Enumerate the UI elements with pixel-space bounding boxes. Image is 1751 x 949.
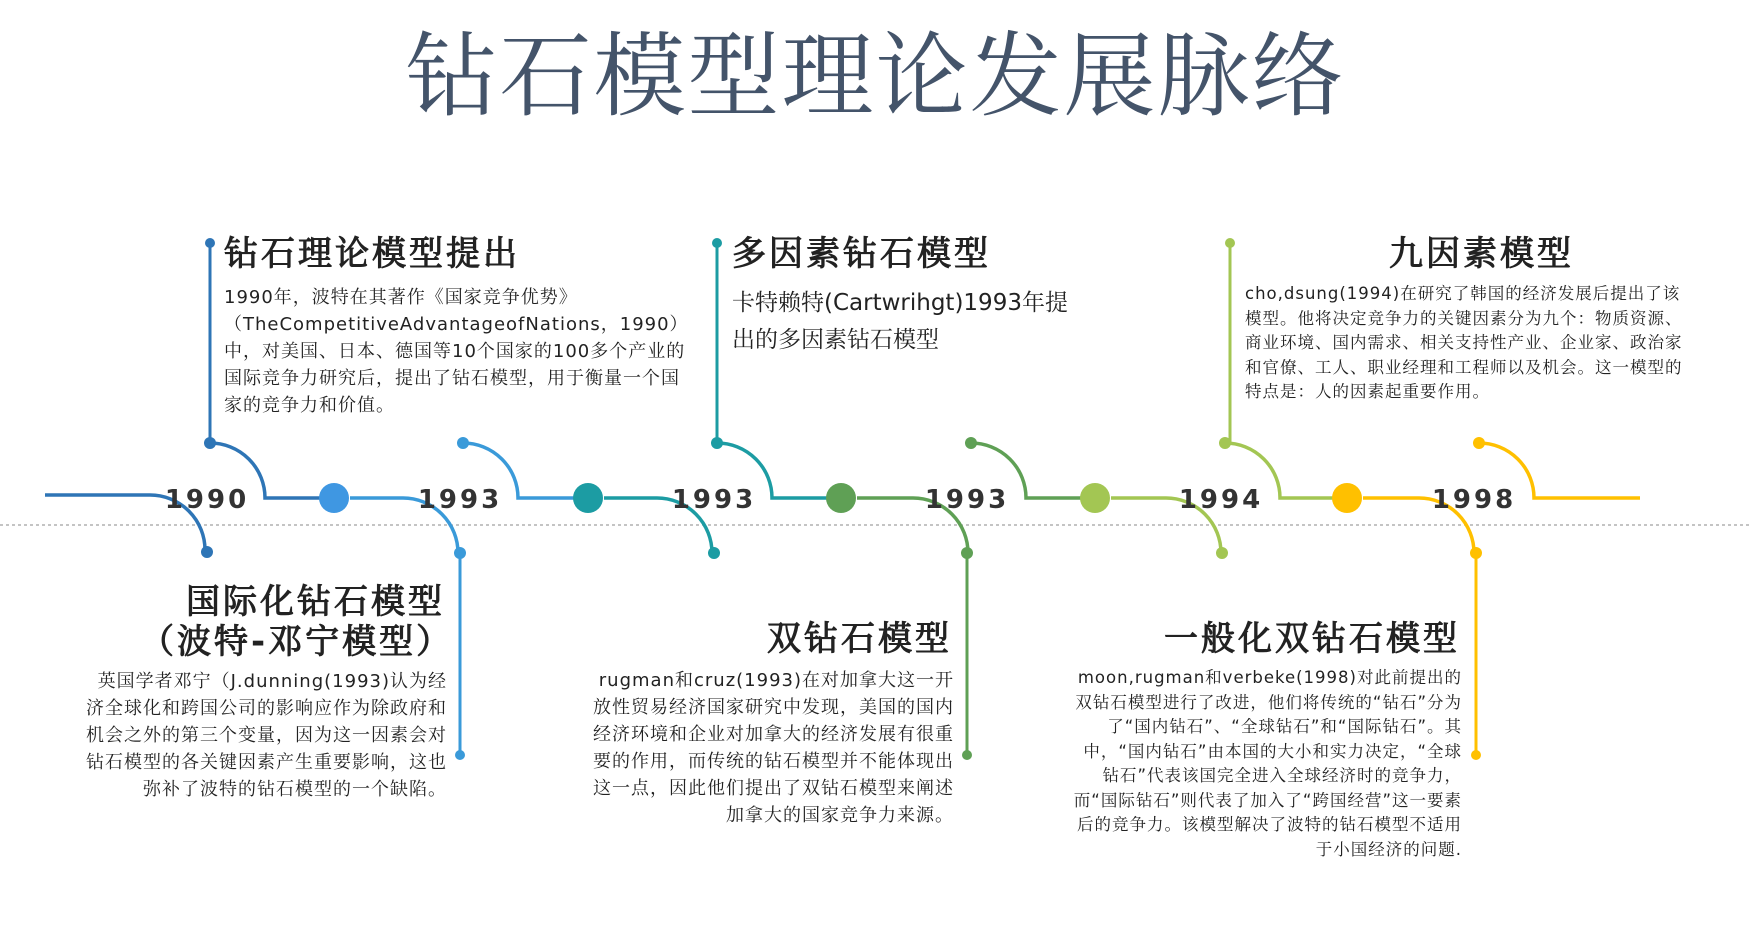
heading-international-diamond: 国际化钻石模型 xyxy=(186,582,445,622)
marker-dot-1993c-b xyxy=(961,547,973,559)
node-1993c xyxy=(1080,483,1110,513)
marker-dot-1993b-a xyxy=(711,437,723,449)
body-double-diamond: rugman和cruz(1993)在对加拿大这一开放性贸易经济国家研究中发现，美国的国内经济环境和企业对加拿大的经济发展有很重要的作用，而传统的钻石模型并不能体现出这一点，因此他们提出了双钻石模型来阐述加拿大的国家竞争力来源。 xyxy=(593,670,954,826)
heading-nine-factor: 九因素模型 xyxy=(1389,234,1574,274)
heading-multi-factor-diamond: 多因素钻石模型 xyxy=(732,234,991,274)
marker-dot-1990-b xyxy=(201,546,213,558)
marker-dot-1998-a xyxy=(1473,437,1485,449)
marker-dot-1994-b xyxy=(1216,547,1228,559)
marker-dot-1993a-a xyxy=(457,437,469,449)
marker-dot-1993b-b xyxy=(708,547,720,559)
heading-generalized-double-diamond: 一般化双钻石模型 xyxy=(1164,619,1460,659)
marker-dot-1993b-top xyxy=(712,238,722,248)
year-label-1994: 1994 xyxy=(1178,485,1264,515)
node-1993a xyxy=(573,483,603,513)
node-1993b xyxy=(826,483,856,513)
body-generalized-double-diamond: moon,rugman和verbeke(1998)对此前提出的双钻石模型进行了改进，他们将传统的“钻石”分为了“国内钻石”、“全球钻石”和“国际钻石”。其中，“国内钻石”由本国的大小和实力决定，“全球钻石”代表该国完全进入全球经济时的竞争力，而“国际钻石”则代表了加入了“跨国经营”这一要素后的竞争力。该模型解决了波特的钻石模型不适用于小国经济的问题. xyxy=(1073,668,1462,859)
heading-porter-dunning: （波特-邓宁模型） xyxy=(140,622,454,662)
year-label-1993c: 1993 xyxy=(924,485,1010,515)
heading-double-diamond: 双钻石模型 xyxy=(767,619,952,659)
marker-dot-1993c-a xyxy=(965,437,977,449)
year-label-1998: 1998 xyxy=(1431,485,1517,515)
marker-dot-1998-b xyxy=(1470,547,1482,559)
marker-dot-1994-top xyxy=(1225,238,1235,248)
marker-dot-1993c-bottom xyxy=(962,750,972,760)
body-multi-factor-diamond: 卡特赖特(Cartwrihgt)1993年提出的多因素钻石模型 xyxy=(732,290,1068,353)
marker-dot-1998-bottom xyxy=(1471,750,1481,760)
year-label-1990: 1990 xyxy=(164,485,250,515)
marker-dot-1990-top xyxy=(205,238,215,248)
body-diamond-theory-proposed: 1990年，波特在其著作《国家竞争优势》（TheCompetitiveAdvantageofNations，1990）中，对美国、日本、德国等10个国家的100多个产业的国际竞争力研究后，提出了钻石模型，用于衡量一个国家的竞争力和价值。 xyxy=(224,287,689,416)
marker-dot-1994-a xyxy=(1219,437,1231,449)
year-label-1993a: 1993 xyxy=(417,485,503,515)
heading-diamond-theory-proposed: 钻石理论模型提出 xyxy=(224,234,520,274)
marker-dot-1990-a xyxy=(204,437,216,449)
node-1990 xyxy=(319,483,349,513)
body-nine-factor: cho,dsung(1994)在研究了韩国的经济发展后提出了该模型。他将决定竞争力的关键因素分为九个：物质资源、商业环境、国内需求、相关支持性产业、企业家、政治家和官僚、工人、职业经理和工程师以及机会。这一模型的特点是：人的因素起重要作用。 xyxy=(1245,284,1683,401)
page-title: 钻石模型理论发展脉络 xyxy=(405,23,1346,130)
node-1994 xyxy=(1332,483,1362,513)
marker-dot-1993a-bottom xyxy=(455,750,465,760)
body-international-diamond: 英国学者邓宁（J.dunning(1993)认为经济全球化和跨国公司的影响应作为除政府和机会之外的第三个变量，因为这一因素会对钻石模型的各关键因素产生重要影响，这也弥补了波特的钻石模型的一个缺陷。 xyxy=(86,671,447,800)
year-label-1993b: 1993 xyxy=(671,485,757,515)
marker-dot-1993a-b xyxy=(454,547,466,559)
